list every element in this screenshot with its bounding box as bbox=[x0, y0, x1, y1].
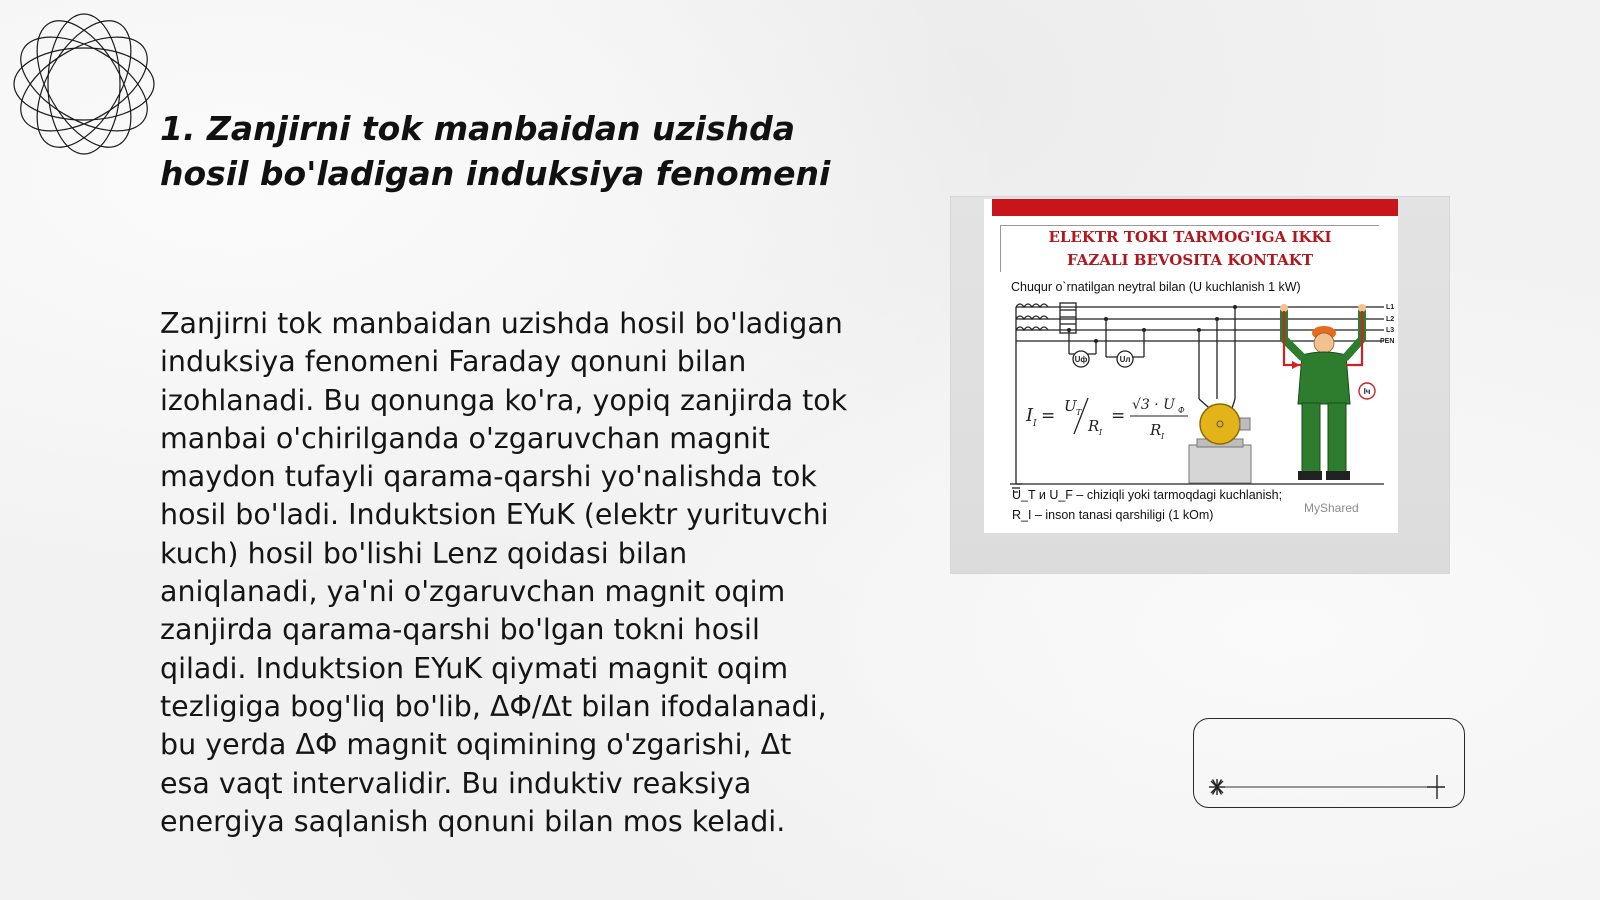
svg-text:=: = bbox=[1111, 406, 1126, 426]
label-l1: L1 bbox=[1386, 304, 1395, 311]
figure-subheading: Chuqur o`rnatilgan neytral bilan (U kuchlanish 1 kW) bbox=[1011, 280, 1301, 294]
figure-heading bbox=[1000, 225, 1379, 272]
svg-text:R: R bbox=[1150, 421, 1162, 439]
ammeter bbox=[1359, 383, 1375, 399]
svg-text:R: R bbox=[1088, 417, 1100, 435]
figure-frame bbox=[950, 196, 1450, 574]
slide-body-text: Zanjirni tok manbaidan uzishda hosil bo'ladigan induksiya fenomeni Faraday qonuni bilan izohlanadi. Bu qonunga ko'ra, yopiq zanjirda tok manbai o'chirilganda o'zgaruvchan magnit maydon tufayli qarama-qarshi yo'nalishda tok hosil bo'ladi. Induktsion EYuK (elektr yurituvchi kuch) hosil bo'lishi Lenz qoidasi bilan aniqlanadi, ya'ni o'zgaruvchan magnit oqim zanjirda qarama-qarshi bo'lgan tokni hosil qiladi. Induktsion EYuK qiymati magnit oqim tezligiga bog'liq bo'lib, ΔΦ/Δt bilan ifodalanadi, bu yerda ΔΦ magnit oqimining o'zgarishi, Δt esa vaqt intervalidir. Bu induktiv reaksiya energiya saqlanish qonuni bilan mos keladi. bbox=[160, 307, 848, 838]
svg-text:Uф: Uф bbox=[1074, 355, 1088, 364]
label-pen: PEN bbox=[1380, 338, 1395, 345]
figure-caption-resistance: R_I – inson tanasi qarshiligi (1 kOm) bbox=[1012, 508, 1214, 522]
svg-text:I: I bbox=[1026, 405, 1034, 426]
voltmeter-line bbox=[1117, 351, 1133, 367]
label-l3: L3 bbox=[1386, 327, 1395, 334]
figure-heading-line1: ELEKTR TOKI TARMOG'IGA IKKI bbox=[1048, 228, 1332, 246]
svg-text:Ф: Ф bbox=[1178, 406, 1185, 415]
spirograph-circle-icon bbox=[10, 10, 158, 158]
formula bbox=[1025, 397, 1188, 441]
slide-title: 1. Zanjirni tok manbaidan uzishda hosil bo'ladigan induksiya fenomeni bbox=[160, 109, 831, 193]
svg-text:T: T bbox=[1076, 408, 1082, 417]
figure-image bbox=[984, 199, 1398, 533]
svg-text:I: I bbox=[1033, 419, 1037, 429]
figure-heading-line2: FAZALI BEVOSITA KONTAKT bbox=[1067, 251, 1313, 269]
svg-text:I: I bbox=[1161, 432, 1165, 441]
voltmeter-phase bbox=[1073, 351, 1089, 367]
figure-watermark: MyShared bbox=[1304, 501, 1359, 515]
svg-text:U: U bbox=[1064, 397, 1077, 415]
crosshair-icon bbox=[1427, 775, 1445, 799]
label-l2: L2 bbox=[1386, 316, 1395, 323]
svg-text:I: I bbox=[1099, 428, 1103, 437]
svg-text:Uл: Uл bbox=[1119, 355, 1131, 364]
decorative-line bbox=[1193, 718, 1465, 808]
figure-caption-voltage: U_T и U_F – chiziqli yoki tarmoqdagi kuchlanish; bbox=[1012, 488, 1283, 502]
svg-text:=: = bbox=[1041, 406, 1056, 426]
starburst-icon bbox=[1209, 779, 1225, 795]
svg-text:Iч: Iч bbox=[1363, 387, 1371, 396]
svg-text:√3 · U: √3 · U bbox=[1132, 397, 1175, 413]
electric-motor bbox=[1189, 404, 1251, 483]
